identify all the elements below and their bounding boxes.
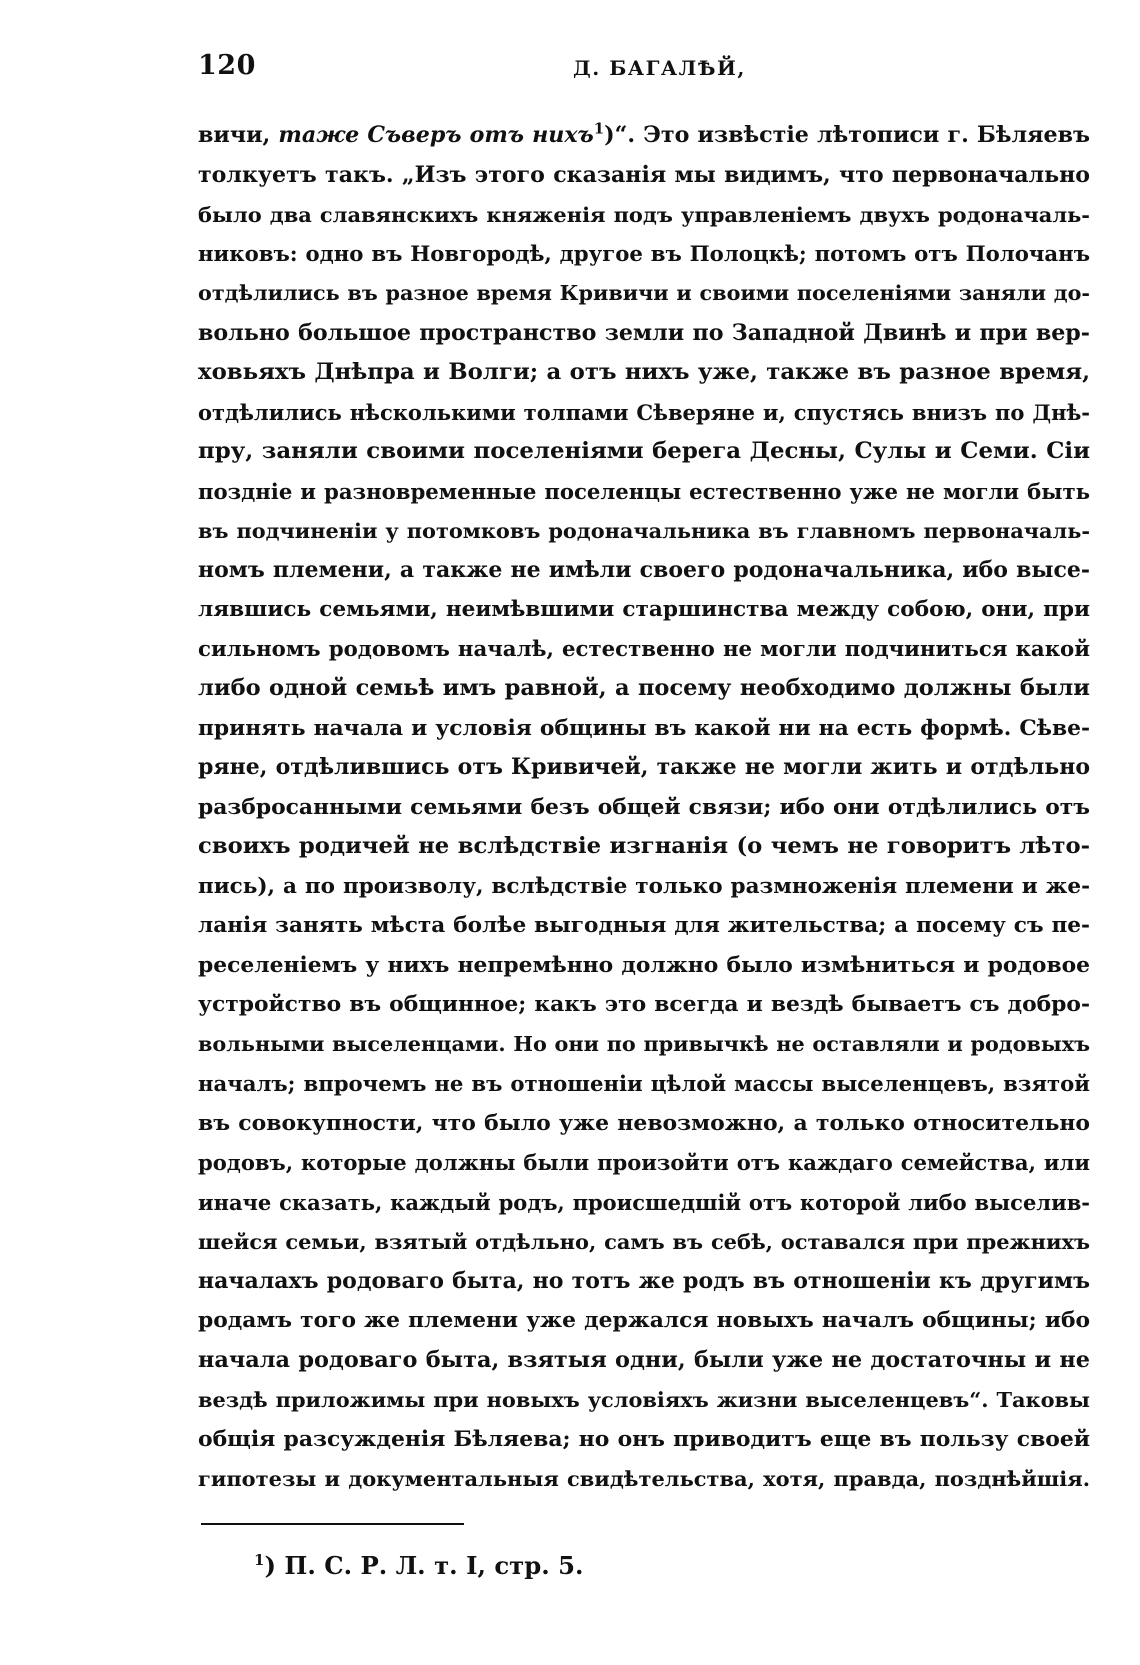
text-line: реселеніемъ у нихъ непремѣнно должно было измѣниться и родовое bbox=[198, 952, 1090, 978]
footnote-reference: 1 bbox=[593, 119, 605, 138]
main-text bbox=[198, 116, 1090, 1499]
text-line-1 bbox=[198, 116, 1090, 156]
footnote-marker: 1 bbox=[254, 1550, 265, 1569]
text-line: разбросанными семьями безъ общей связи; ибо они отдѣлились отъ bbox=[198, 794, 1090, 820]
text-line: толкуетъ такъ. „Изъ этого сказанія мы видимъ, что первоначально bbox=[198, 161, 1090, 188]
text-line: вездѣ приложимы при новыхъ условіяхъ жизни выселенцевъ“. Таковы bbox=[198, 1387, 1090, 1412]
text-line: пись), а по произволу, вслѣдствіе только размноженія племени и же- bbox=[198, 873, 1090, 899]
quoted-chronicle-italic: таже Съверъ отъ нихъ bbox=[278, 122, 594, 148]
text-line: поздніе и разновременные поселенцы естественно уже не могли быть bbox=[198, 478, 1090, 504]
text-line: въ совокупности, что было уже невозможно, а только относительно bbox=[198, 1109, 1090, 1136]
text-line: началахъ родоваго быта, но тотъ же родъ въ отношеніи къ другимъ bbox=[198, 1267, 1090, 1294]
text-line-last: гипотезы и документальныя свидѣтельства, хотя, правда, позднѣйшія. bbox=[198, 1466, 1090, 1491]
first-line-start: вичи, bbox=[198, 122, 279, 148]
text-line: лявшись семьями, неимѣвшими старшинства между собою, они, при bbox=[198, 597, 1090, 622]
footnote bbox=[254, 1548, 583, 1584]
text-line: начала родоваго быта, взятыя одни, были уже не достаточны и не bbox=[198, 1346, 1090, 1373]
text-line: либо одной семьѣ имъ равной, а посему необходимо должны были bbox=[198, 675, 1090, 701]
text-line: никовъ: одно въ Новгородѣ, другое въ Полоцкѣ; потомъ отъ Полочанъ bbox=[198, 241, 1090, 267]
footnote-text: ) П. С. Р. Л. т. I, стр. 5. bbox=[264, 1551, 584, 1580]
text-line: своихъ родичей не вслѣдствіе изгнанія (о чемъ не говоритъ лѣто- bbox=[198, 833, 1090, 859]
running-head: Д. БАГАЛѢЙ, bbox=[573, 56, 746, 80]
text-line: устройство въ общинное; какъ это всегда и вездѣ бываетъ съ добро- bbox=[198, 992, 1090, 1017]
text-line: принять начала и условія общины въ какой ни на есть формѣ. Сѣве- bbox=[198, 715, 1090, 741]
text-line: общія разсужденія Бѣляева; но онъ приводитъ еще въ пользу своей bbox=[198, 1425, 1090, 1452]
text-line: въ подчиненіи у потомковъ родоначальника въ главномъ первоначаль- bbox=[198, 518, 1090, 543]
text-line: родамъ того же племени уже держался новыхъ началъ общины; ибо bbox=[198, 1308, 1090, 1333]
text-line: вольными выселенцами. Но они по привычкѣ не оставляли и родовыхъ bbox=[198, 1031, 1090, 1056]
text-line: номъ племени, а также не имѣли своего родоначальника, ибо высе- bbox=[198, 556, 1090, 583]
text-line: иначе сказать, каждый родъ, происшедшій отъ которой либо выселив- bbox=[198, 1189, 1090, 1215]
text-line: пру, заняли своими поселеніями берега Десны, Сулы и Семи. Сіи bbox=[198, 438, 1090, 464]
page-number: 120 bbox=[198, 50, 256, 81]
text-line: ховьяхъ Днѣпра и Волги; а отъ нихъ уже, также въ разное время, bbox=[198, 359, 1090, 385]
text-line: сильномъ родовомъ началѣ, естественно не могли подчиниться какой bbox=[198, 636, 1090, 662]
text-line: шейся семьи, взятый отдѣльно, самъ въ себѣ, оставался при прежнихъ bbox=[198, 1229, 1090, 1254]
text-line: вольно большое пространство земли по Западной Двинѣ и при вер- bbox=[198, 319, 1090, 346]
first-line-end: )“. Это извѣстіе лѣтописи г. Бѣляевъ bbox=[604, 122, 1090, 148]
text-line: отдѣлились нѣсколькими толпами Сѣверяне и, спустясь внизъ по Днѣ- bbox=[198, 399, 1090, 425]
text-line: было два славянскихъ княженія подъ управленіемъ двухъ родоначаль- bbox=[198, 202, 1090, 227]
text-line: отдѣлились въ разное время Кривичи и своими поселеніями заняли до- bbox=[198, 281, 1090, 305]
text-line: ланія занять мѣста болѣе выгодныя для жительства; а посему съ пе- bbox=[198, 913, 1090, 938]
page-header bbox=[198, 50, 1053, 90]
footnote-separator bbox=[201, 1523, 464, 1525]
text-line: родовъ, которые должны были произойти отъ каждаго семейства, или bbox=[198, 1150, 1090, 1175]
text-line: началъ; впрочемъ не въ отношеніи цѣлой массы выселенцевъ, взятой bbox=[198, 1071, 1090, 1096]
text-line: ряне, отдѣлившись отъ Кривичей, также не могли жить и отдѣльно bbox=[198, 754, 1090, 780]
